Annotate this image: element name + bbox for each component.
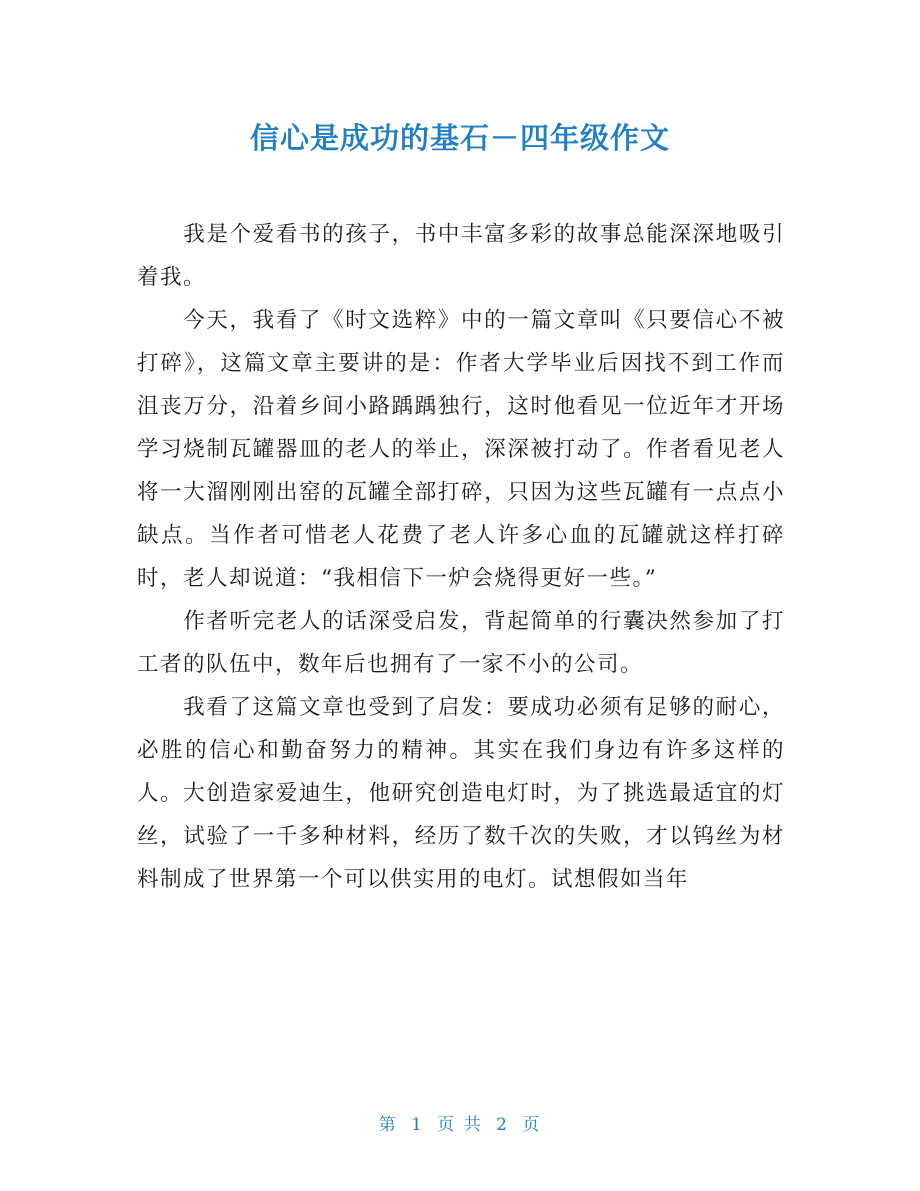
document-body [137,213,785,901]
footer-current-page: 1 [411,1115,424,1135]
footer-total-pages: 2 [496,1115,509,1135]
footer-prefix: 第 [378,1115,398,1135]
footer-suffix: 页 [522,1115,542,1135]
paragraph-3: 作者听完老人的话深受启发，背起简单的行囊决然参加了打工者的队伍中，数年后也拥有了一家不小的公司。 [137,609,785,677]
paragraph-1: 我是个爱看书的孩子，书中丰富多彩的故事总能深深地吸引着我。 [137,222,785,290]
paragraph-4: 我看了这篇文章也受到了启发：要成功必须有足够的耐心，必胜的信心和勤奋努力的精神。其实在我们身边有许多这样的人。大创造家爱迪生，他研究创造电灯时，为了挑选最适宜的灯丝，试验了一千多种材料，经历了数千次的失败，才以钨丝为材料制成了世界第一个可以供实用的电灯。试想假如当年 [137,695,785,892]
paragraph-2: 今天，我看了《时文选粹》中的一篇文章叫《只要信心不被打碎》，这篇文章主要讲的是：作者大学毕业后因找不到工作而沮丧万分，沿着乡间小路踽踽独行，这时他看见一位近年才开场学习烧制瓦罐器皿的老人的举止，深深被打动了。作者看见老人将一大溜刚刚出窑的瓦罐全部打碎，只因为这些瓦罐有一点点小缺点。当作者可惜老人花费了老人许多心血的瓦罐就这样打碎时，老人却说道：“我相信下一炉会烧得更好一些。” [137,308,785,591]
footer-mid: 页 共 [437,1115,483,1135]
document-title: 信心是成功的基石－四年级作文 [249,121,670,155]
page-footer [0,1113,920,1137]
